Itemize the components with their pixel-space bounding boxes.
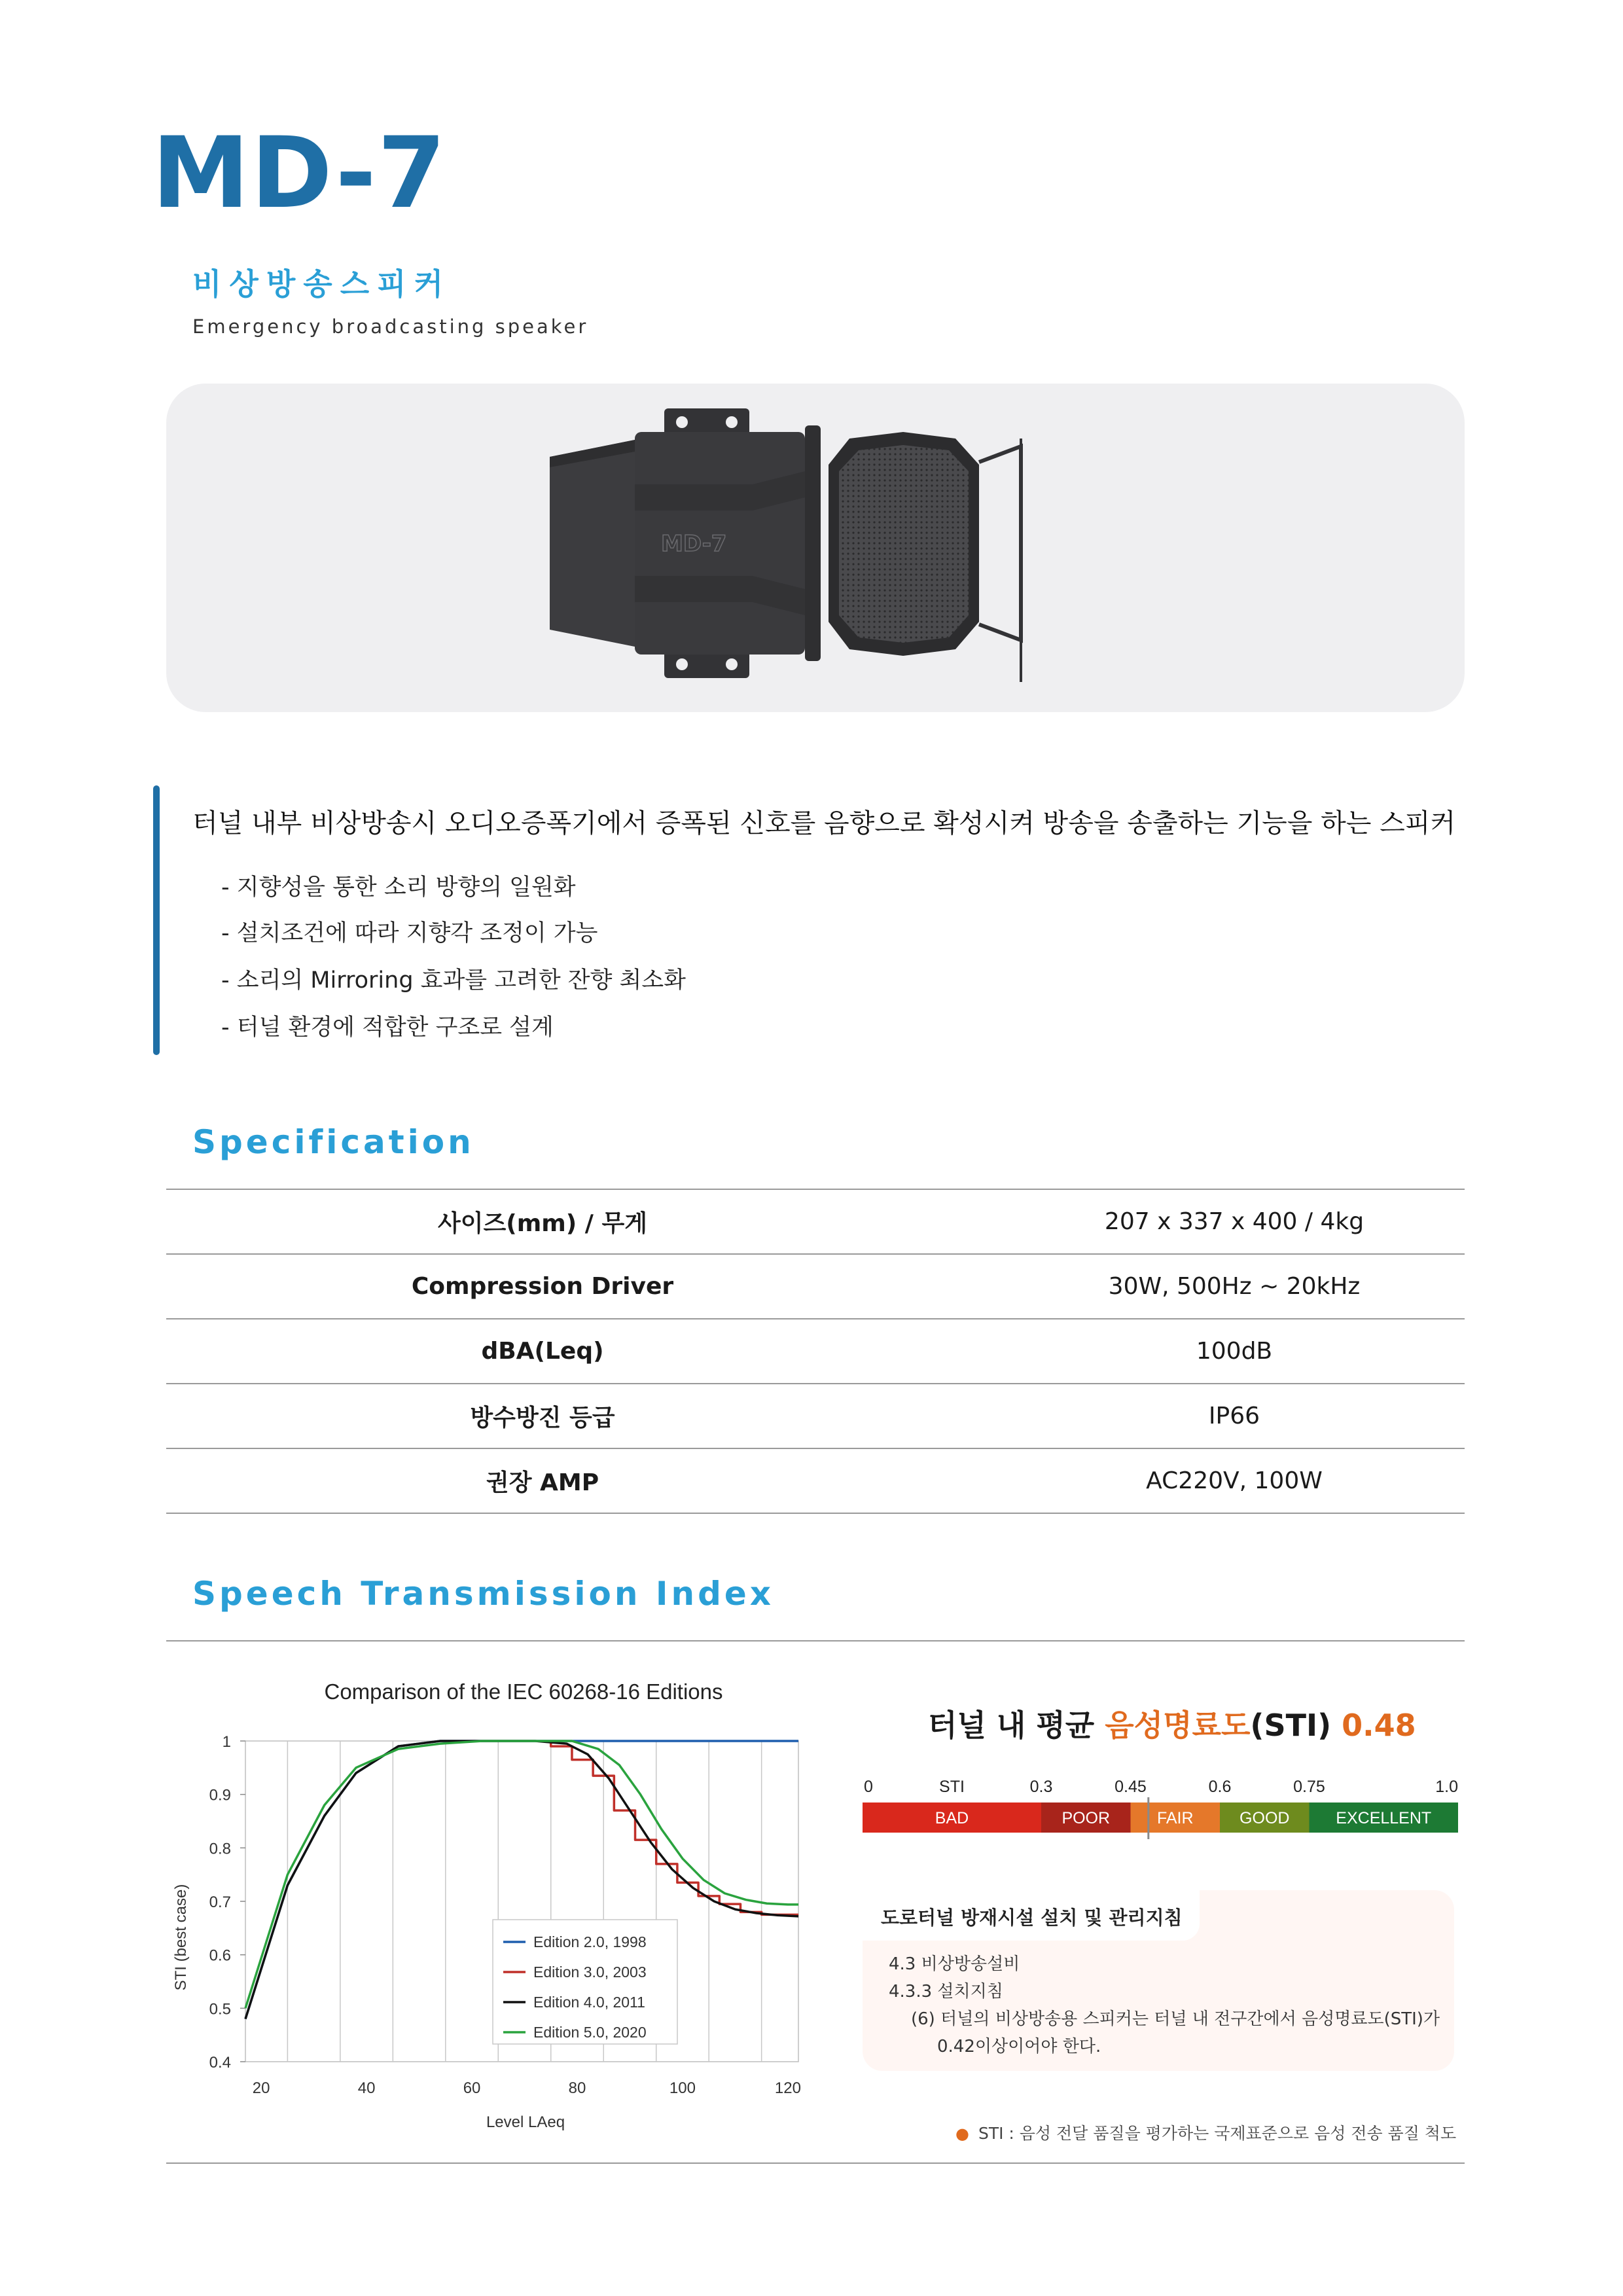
feature-bullet: - 터널 환경에 적합한 구조로 설계 [221,1014,554,1041]
table-row [166,1189,1465,1254]
legend-entry: Edition 4.0, 2011 [533,1994,645,2011]
y-tick-label: 0.8 [209,1840,231,1858]
spec-key: 사이즈(mm) / 무게 [166,1189,1102,1254]
sti-tick-label: 0 [864,1778,873,1796]
section-divider [166,1640,1465,1641]
sti-tick-label: 0.3 [1029,1778,1053,1796]
x-tick-label: 120 [774,2079,801,2097]
sti-chart [164,1662,825,2134]
sti-band-label: BAD [935,1809,969,1827]
x-tick-label: 80 [568,2079,586,2097]
sti-scale [857,1767,1466,1846]
spec-key: Compression Driver [166,1254,1102,1319]
guideline-line: 4.3.3 설치지침 [889,1982,1003,2001]
sti-band-label: POOR [1061,1809,1111,1827]
product-title-en: Emergency broadcasting speaker [192,315,589,338]
x-tick-label: 20 [252,2079,270,2097]
spec-value: IP66 [1102,1384,1465,1448]
sti-section-title: Speech Transmission Index [192,1575,775,1613]
bullet-dot-icon: ● [955,2125,969,2143]
sti-tick-label: 0.6 [1208,1778,1232,1796]
body-label: MD-7 [661,531,727,557]
speaker-horn [550,440,635,647]
spec-value: 207 x 337 x 400 / 4kg [1102,1189,1465,1254]
description-accent-bar [153,785,160,1055]
speaker-illustration [537,399,1060,687]
sti-heading-prefix: 터널 내 평균 [928,1708,1105,1743]
y-tick-label: 0.9 [209,1786,231,1804]
chart-x-label: Level LAeq [486,2113,565,2131]
sti-band-label: GOOD [1240,1809,1290,1827]
specification-table [166,1189,1465,1514]
legend-entry: Edition 5.0, 2020 [533,2024,647,2041]
sti-tick-label: STI [939,1778,965,1796]
spec-value: 30W, 500Hz ~ 20kHz [1102,1254,1465,1319]
table-row [166,1319,1465,1384]
sti-tick-label: 1.0 [1435,1778,1458,1796]
sti-average-heading [928,1702,1416,1745]
x-tick-label: 40 [357,2079,376,2097]
guideline-line: 4.3 비상방송설비 [889,1954,1020,1974]
table-row [166,1254,1465,1319]
product-title-ko: 비상방송스피커 [192,266,452,302]
legend-entry: Edition 2.0, 1998 [533,1933,647,1950]
guideline-line: 0.42이상이어야 한다. [937,2037,1101,2056]
speaker-grille [839,445,969,643]
guideline-line: (6) 터널의 비상방송용 스피커는 터널 내 전구간에서 음성명료도(STI)가 [911,2009,1440,2029]
chart-y-label: STI (best case) [172,1884,190,1991]
y-tick-label: 1 [222,1733,231,1751]
x-tick-label: 60 [463,2079,481,2097]
y-tick-label: 0.7 [209,1893,231,1911]
sti-heading-value: 0.48 [1342,1708,1416,1743]
spec-key: 방수방진 등급 [166,1384,1102,1448]
spec-key: 권장 AMP [166,1448,1102,1513]
feature-bullet: - 지향성을 통한 소리 방향의 일원화 [221,874,576,901]
chart-title: Comparison of the IEC 60268-16 Editions [324,1679,723,1704]
guideline-title: 도로터널 방재시설 설치 및 관리지침 [863,1890,1200,1941]
sti-scale-bands [863,1803,1458,1833]
spec-value: AC220V, 100W [1102,1448,1465,1513]
sti-band-label: EXCELLENT [1336,1809,1432,1827]
y-tick-label: 0.5 [209,2000,231,2018]
y-tick-label: 0.6 [209,1946,231,1965]
chart-legend [493,1920,677,2044]
spec-value: 100dB [1102,1319,1465,1384]
sti-footnote [955,2121,1456,2144]
specification-title: Specification [192,1123,474,1161]
sti-tick-label: 0.75 [1293,1778,1325,1796]
sti-band-label: FAIR [1156,1809,1194,1827]
sti-scale-ticks [864,1778,1458,1796]
sti-tick-label: 0.45 [1115,1778,1147,1796]
sti-footnote-text: STI : 음성 전달 품질을 평가하는 국제표준으로 음성 전송 품질 척도 [978,2124,1457,2143]
y-tick-label: 0.4 [209,2054,231,2072]
page-bottom-divider [166,2162,1465,2164]
description-main: 터널 내부 비상방송시 오디오증폭기에서 증폭된 신호를 음향으로 확성시켜 방송을 송출하는 기능을 하는 스피커 [192,808,1456,838]
spec-key: dBA(Leq) [166,1319,1102,1384]
table-row [166,1448,1465,1513]
table-row [166,1384,1465,1448]
feature-bullet: - 설치조건에 따라 지향각 조정이 가능 [221,920,598,946]
sti-heading-mid: (STI) [1250,1708,1342,1743]
model-name: MD-7 [152,117,448,230]
feature-bullet: - 소리의 Mirroring 효과를 고려한 잔향 최소화 [221,967,686,994]
x-tick-label: 100 [669,2079,696,2097]
sti-heading-highlight: 음성명료도 [1105,1708,1251,1743]
legend-entry: Edition 3.0, 2003 [533,1964,647,1981]
